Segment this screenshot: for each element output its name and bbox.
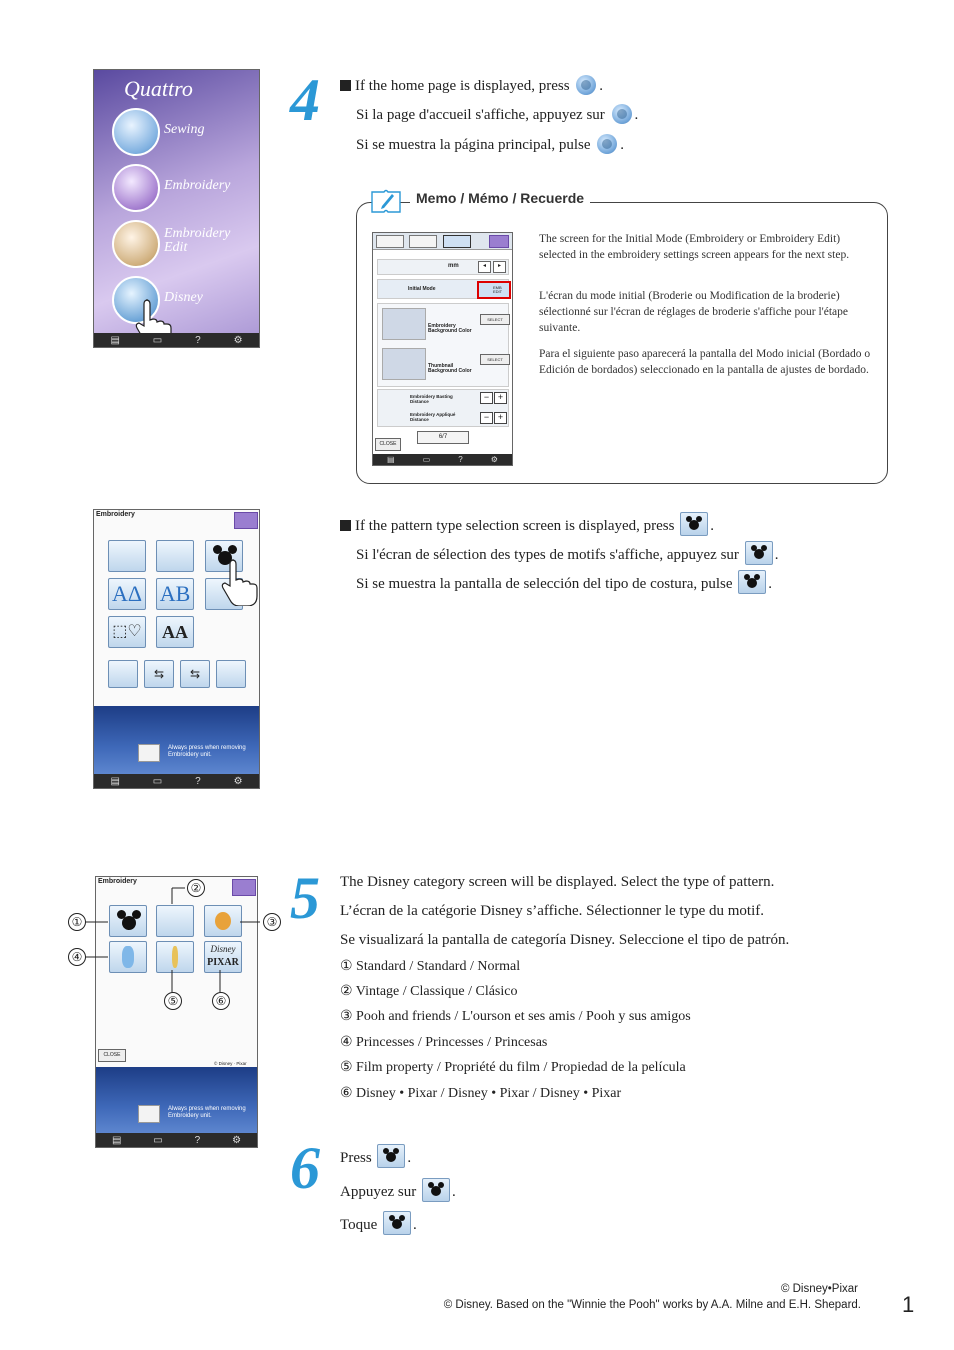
hand-pointer-icon (220, 558, 260, 606)
step6-fr: Appuyez sur . (340, 1178, 456, 1202)
unit-label: mm (448, 263, 459, 269)
home-icon[interactable] (234, 512, 258, 529)
memo-text-fr: L'écran du mode initial (Broderie ou Modification de la broderie) sélectionné sur l'écran de réglages de broderie s'affiche pour l'étape suivante. (539, 290, 849, 334)
embroidery-edit-icon[interactable] (112, 220, 160, 268)
greek-alphabet-icon[interactable]: ΑΔ (108, 578, 146, 610)
machine-icon[interactable]: ▭ (152, 775, 163, 787)
home-icon[interactable] (489, 235, 509, 248)
frame-pattern-icon[interactable]: ⬚♡ (108, 616, 146, 648)
home-item-embroidery[interactable]: Embroidery (164, 178, 231, 193)
step4-pattern-en: If the pattern type selection screen is displayed, press . (340, 512, 714, 536)
notice-panel (96, 1067, 257, 1133)
text: Si se muestra la pantalla de selección del tipo de costura, pulse (356, 576, 733, 592)
row-label: Embroidery Appliqué Distance (410, 412, 456, 422)
alphabet-icon[interactable]: AB (156, 578, 194, 610)
help-icon[interactable]: ? (195, 334, 201, 346)
sewing-icon[interactable] (112, 108, 160, 156)
step5-es: Se visualizará la pantalla de categoría Disney. Seleccione el tipo de patrón. (340, 932, 790, 948)
embroidery-icon[interactable] (112, 164, 160, 212)
step6-en: Press . (340, 1144, 411, 1168)
step4-pattern-fr: Si l'écran de sélection des types de motifs s'affiche, appuyez sur . (356, 541, 778, 565)
home-screen (93, 69, 260, 348)
machine-icon[interactable]: ▭ (152, 334, 163, 346)
thumbnail-preview (382, 348, 426, 380)
text: Si se muestra la página principal, pulse (356, 137, 591, 153)
embroidery-screen (93, 509, 260, 789)
bottom-bar (94, 333, 259, 347)
row-label: Embroidery Background Color (428, 323, 472, 334)
select-button[interactable]: SELECT (480, 314, 510, 325)
pixar-label: PIXAR (207, 957, 239, 968)
close-button[interactable]: CLOSE (98, 1049, 126, 1062)
memo-title: Memo / Mémo / Recuerde (410, 190, 590, 206)
screen-title: Embroidery (98, 878, 137, 885)
usb-icon[interactable]: ⇆ (144, 660, 174, 688)
computer-icon[interactable] (216, 660, 246, 688)
callout-6: ⑥ (212, 992, 230, 1010)
list-item: ⑤ Film property / Propriété du film / Propiedad de la película (340, 1060, 686, 1075)
callout-1: ① (68, 913, 86, 931)
minus-icon[interactable]: − (480, 392, 493, 404)
step4-home-fr: Si la page d'accueil s'affiche, appuyez sur . (356, 104, 638, 124)
emb-edit-button[interactable] (477, 281, 511, 299)
machine-icon[interactable]: ▭ (422, 455, 431, 464)
page-number: 1 (902, 1292, 915, 1317)
bottom-bar (94, 774, 259, 788)
mickey-icon (738, 570, 766, 594)
right-arrow-icon[interactable]: ▸ (493, 261, 506, 273)
memo-icon (370, 186, 402, 214)
step5-en: The Disney category screen will be displayed. Select the type of pattern. (340, 874, 775, 890)
text: Si l'écran de sélection des types de motifs s'affiche, appuyez sur (356, 547, 739, 563)
home-item-embroidery-edit[interactable]: Embroidery Edit (164, 226, 231, 255)
plus-icon[interactable]: + (494, 412, 507, 424)
unit-row (377, 259, 509, 275)
settings-screen (372, 232, 513, 466)
settings-icon[interactable]: ⚙ (233, 334, 243, 346)
home-item-sewing[interactable]: Sewing (164, 122, 205, 137)
background-color-rows (377, 303, 509, 387)
disney-icon (612, 104, 632, 124)
usb-mouse-icon[interactable]: ⇆ (180, 660, 210, 688)
bullet-square (340, 80, 351, 91)
memo-text-en: The screen for the Initial Mode (Embroidery or Embroidery Edit) selected in the embroidery settings screen appears for the next step. (539, 233, 850, 261)
quattro-logo: Quattro (124, 76, 193, 101)
settings-icon[interactable]: ⚙ (490, 455, 498, 464)
menu-icon[interactable]: ▤ (110, 334, 120, 346)
mickey-icon (377, 1144, 405, 1168)
notice-panel (94, 706, 259, 774)
mickey-icon (745, 541, 773, 565)
disney-icon (576, 75, 596, 95)
list-item: ③ Pooh and friends / L'ourson et ses amis / Pooh y sus amigos (340, 1009, 691, 1024)
mickey-icon (383, 1211, 411, 1235)
embroidery-unit-icon (138, 1105, 160, 1123)
disney-icon (597, 134, 617, 154)
footer-line-2: © Disney. Based on the "Winnie the Pooh" works by A.A. Milne and E.H. Shepard. (443, 1299, 861, 1311)
memo-text-es: Para el siguiente paso aparecerá la pantalla del Modo inicial (Bordado o Edición de bordados) seleccionado en la pantalla de ajustes de bordado. (539, 348, 871, 376)
select-button[interactable]: SELECT (480, 354, 510, 365)
callout-4: ④ (68, 948, 86, 966)
bottom-bar (373, 454, 512, 465)
bullet-square (340, 520, 351, 531)
copyright-label: © Disney · Pixar (214, 1061, 247, 1066)
settings-tabs (373, 233, 512, 250)
emb-label: EMB EDIT (493, 285, 503, 294)
floral-pattern-icon[interactable] (108, 540, 146, 572)
list-item: ⑥ Disney • Pixar / Disney • Pixar / Disney • Pixar (340, 1086, 622, 1101)
step4-home-en: If the home page is displayed, press . (340, 75, 603, 95)
text: Toque (340, 1217, 378, 1233)
list-item: ④ Princesses / Princesses / Princesas (340, 1035, 548, 1050)
notice-text: Always press when removing Embroidery unit. (168, 1106, 246, 1119)
memory-icon[interactable] (108, 660, 138, 688)
mickey-icon (680, 512, 708, 536)
step5-fr: L’écran de la catégorie Disney s’affiche. Sélectionner le type du motif. (340, 903, 764, 919)
page-indicator: 6/7 (417, 431, 469, 444)
row-label: Thumbnail Background Color (428, 363, 472, 374)
distance-rows (377, 389, 509, 427)
help-icon[interactable]: ? (195, 775, 201, 787)
mickey-icon (422, 1178, 450, 1202)
step-5-number: 5 (290, 865, 320, 931)
list-item: ① Standard / Standard / Normal (340, 959, 521, 974)
bottom-bar (96, 1133, 257, 1147)
text: Si la page d'accueil s'affiche, appuyez sur (356, 107, 605, 123)
step-6-number: 6 (290, 1135, 320, 1201)
embroidery-preview (382, 308, 426, 340)
notice-text: Always press when removing Embroidery unit. (168, 745, 246, 758)
callout-5: ⑤ (164, 992, 182, 1010)
tab-embroidery-icon[interactable] (443, 235, 471, 248)
step6-es: Toque . (340, 1211, 417, 1235)
step4-pattern-es: Si se muestra la pantalla de selección del tipo de costura, pulse . (356, 570, 772, 594)
initial-mode-row (377, 279, 509, 299)
embroidery-unit-icon (138, 744, 160, 762)
list-item: ② Vintage / Classique / Clásico (340, 984, 518, 999)
menu-icon[interactable]: ▤ (110, 775, 120, 787)
text: If the home page is displayed, press (355, 78, 570, 94)
lace-pattern-icon[interactable] (156, 540, 194, 572)
home-item-disney[interactable]: Disney (164, 290, 203, 305)
footer-line-1: © Disney•Pixar (780, 1283, 858, 1295)
callout-3: ③ (263, 913, 281, 931)
minus-icon[interactable]: − (480, 412, 493, 424)
font-pattern-icon[interactable]: AA (156, 616, 194, 648)
plus-icon[interactable]: + (494, 392, 507, 404)
help-icon[interactable]: ? (458, 455, 463, 464)
row-label: Initial Mode (408, 286, 436, 292)
settings-icon[interactable]: ⚙ (233, 775, 243, 787)
callout-2: ② (187, 879, 205, 897)
tab-general-icon[interactable] (409, 235, 437, 248)
step-4-number: 4 (290, 67, 320, 133)
left-arrow-icon[interactable]: ◂ (478, 261, 491, 273)
text: If the pattern type selection screen is displayed, press (355, 518, 675, 534)
row-label: Embroidery Basting Distance (410, 394, 453, 404)
close-button[interactable]: CLOSE (375, 438, 401, 451)
menu-icon[interactable]: ▤ (387, 455, 395, 464)
machine-icon[interactable]: ▭ (153, 1134, 163, 1146)
text: Press (340, 1150, 372, 1166)
settings-icon[interactable]: ⚙ (232, 1134, 242, 1146)
menu-icon[interactable]: ▤ (111, 1134, 122, 1146)
disney-label: Disney (210, 944, 236, 954)
help-icon[interactable]: ? (194, 1134, 201, 1146)
step4-home-es: Si se muestra la página principal, pulse . (356, 134, 624, 154)
screen-title: Embroidery (96, 511, 135, 518)
tab-sewing-icon[interactable] (376, 235, 404, 248)
text: Appuyez sur (340, 1184, 417, 1200)
